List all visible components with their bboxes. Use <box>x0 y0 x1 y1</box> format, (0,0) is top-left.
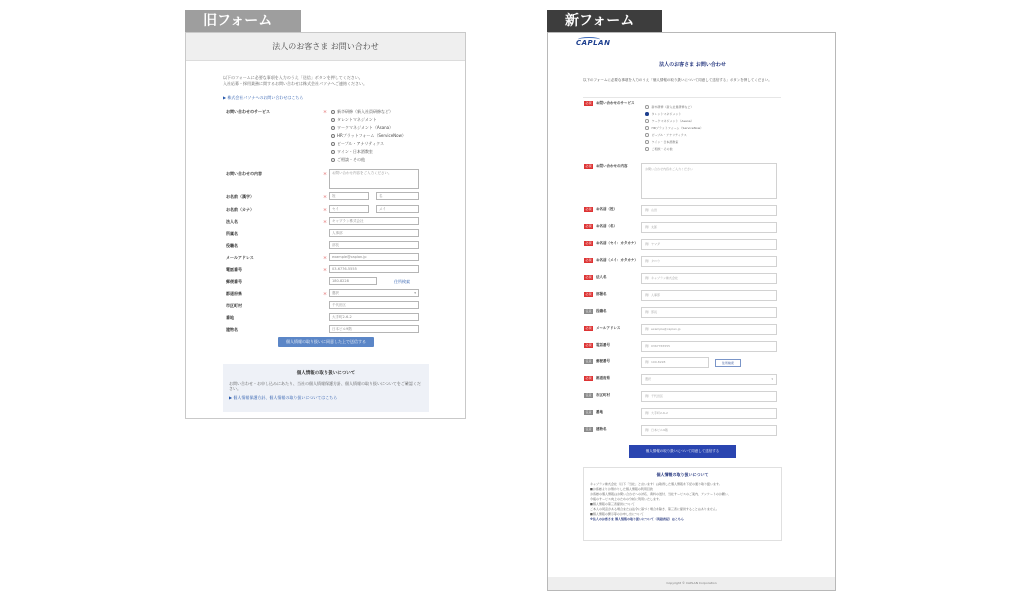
optional-badge: 任意 <box>585 393 592 397</box>
new-field-label: 電話番号 <box>596 343 610 347</box>
caplan-logo[interactable]: CAPLAN <box>576 39 611 47</box>
privacy-line: ■個人情報の開示等のお申し出について <box>590 512 644 516</box>
new-position-input[interactable]: 例）部長 <box>641 307 777 318</box>
old-field-label: お名前（漢字） <box>226 194 254 199</box>
old-first-kana-input[interactable]: メイ <box>376 205 419 213</box>
old-field-label: 役職名 <box>226 243 238 248</box>
new-department-input[interactable]: 例）人事部 <box>641 290 777 301</box>
new-field-label: お名前（名） <box>596 224 617 228</box>
old-service-label: お問い合わせのサービス <box>226 109 270 114</box>
copyright-footer: Copyright © CAPLAN Corporation <box>548 577 835 590</box>
new-privacy-box <box>583 467 782 541</box>
new-first-name-input[interactable]: 例）太郎 <box>641 222 777 233</box>
old-email-input[interactable]: example@caplan.jp <box>329 253 419 261</box>
new-field-label: 番地 <box>596 410 603 414</box>
old-first-name-input[interactable]: 名 <box>376 192 419 200</box>
new-company-input[interactable]: 例）キャプラン株式会社 <box>641 273 777 284</box>
old-privacy-body: お問い合わせ・お申し込みにあたり、当社の個人情報保護方針、個人情報の取り扱いについてをご確認ください。 <box>229 381 421 391</box>
new-field-label: メールアドレス <box>596 326 621 330</box>
new-form-panel <box>547 32 836 591</box>
required-badge: 必須 <box>585 258 592 262</box>
new-form-label: 新フォーム <box>547 10 662 32</box>
old-city-input[interactable]: 千代田区 <box>329 301 419 309</box>
old-position-input[interactable]: 部長 <box>329 241 419 249</box>
old-field-label: 市区町村 <box>226 303 242 308</box>
required-badge: 必須 <box>585 376 592 380</box>
old-company-input[interactable]: キャプラン株式会社 <box>329 217 419 225</box>
new-privacy-link[interactable]: ※法人のお客さま 個人情報の取り扱いについて（英語表記）はこちら <box>590 517 684 521</box>
old-address-input[interactable]: 大手町2-6-2 <box>329 313 419 321</box>
old-field-label: 所属名 <box>226 231 238 236</box>
old-field-label: 法人名 <box>226 219 238 224</box>
old-service-option[interactable]: ご相談・その他 <box>331 157 365 163</box>
required-badge: 必須 <box>585 101 592 105</box>
new-privacy-title: 個人情報の取り扱いについて <box>656 472 709 477</box>
old-form-label: 旧フォーム <box>185 10 301 32</box>
old-intro-line: 入社応募・採用業務に関するお問い合わせは株式会社パソナへご連絡ください。 <box>223 81 367 86</box>
new-field-label: 部署名 <box>596 292 607 296</box>
new-field-label: お名前（セイ：カタカナ） <box>596 241 638 245</box>
new-submit-button[interactable]: 個人情報の取り扱いについて同意して送信する <box>629 445 736 458</box>
required-mark: ＊ <box>323 219 327 224</box>
new-first-kana-input[interactable]: 例）タロウ <box>641 256 777 267</box>
optional-badge: 任意 <box>585 427 592 431</box>
old-field-label: 都道府県 <box>226 291 242 296</box>
new-service-option[interactable]: ご相談・その他 <box>645 147 673 151</box>
old-form-title: 法人のお客さま お問い合わせ <box>186 33 465 61</box>
old-privacy-title: 個人情報の取り扱いについて <box>296 371 356 376</box>
required-badge: 必須 <box>585 292 592 296</box>
old-privacy-link[interactable]: ▶ 個人情報保護方針、個人情報の取り扱いについてはこちら <box>229 395 338 400</box>
required-mark: ＊ <box>323 109 327 114</box>
old-department-input[interactable]: 人事部 <box>329 229 419 237</box>
new-service-option[interactable]: タレントマネジメント <box>645 112 681 116</box>
old-privacy-box <box>223 364 429 412</box>
new-service-option[interactable]: ワークマネジメント（Asana） <box>645 119 694 123</box>
divider <box>583 97 781 98</box>
privacy-line: 今後のサービス向上のための分析に利用いたします。 <box>590 497 662 501</box>
new-service-option[interactable]: ピープル・アナリティクス <box>645 133 687 137</box>
new-field-label: お名前（メイ：カタカナ） <box>596 258 638 262</box>
old-field-label: 郵便番号 <box>226 279 242 284</box>
required-badge: 必須 <box>585 275 592 279</box>
required-mark: ＊ <box>323 291 327 296</box>
old-service-option[interactable]: 新卒研修（新入社員研修など） <box>331 109 393 115</box>
old-zip-input[interactable]: 180-8228 <box>329 277 377 285</box>
old-last-name-input[interactable]: 姓 <box>329 192 369 200</box>
new-field-label: 建物名 <box>596 427 607 431</box>
required-badge: 必須 <box>585 343 592 347</box>
required-badge: 必須 <box>585 207 592 211</box>
old-submit-button[interactable]: 個人情報の取り扱いに同意した上で送信する <box>278 337 374 347</box>
new-address-input[interactable]: 例）大手町2-6-2 <box>641 408 777 419</box>
new-service-option[interactable]: HRプラットフォーム（ServiceNow） <box>645 126 703 130</box>
old-partner-link[interactable]: ▶ 株式会社パソナへのお問い合わせはこちら <box>223 95 304 100</box>
privacy-line: ■個人情報の第三者提供について <box>590 502 635 506</box>
optional-badge: 任意 <box>585 309 592 313</box>
old-building-input[interactable]: 日本ビル9階 <box>329 325 419 333</box>
old-field-label: 番地 <box>226 315 234 320</box>
required-mark: ＊ <box>323 194 327 199</box>
new-last-name-input[interactable]: 例）山田 <box>641 205 777 216</box>
required-badge: 必須 <box>585 224 592 228</box>
new-field-label: 法人名 <box>596 275 607 279</box>
chevron-down-icon: ▾ <box>771 377 773 381</box>
optional-badge: 任意 <box>585 359 592 363</box>
old-field-label: 建物名 <box>226 327 238 332</box>
required-badge: 必須 <box>585 326 592 330</box>
old-content-textarea[interactable]: お問い合わせ内容をご入力ください。 <box>329 169 419 189</box>
new-field-label: 役職名 <box>596 309 607 313</box>
old-prefecture-select[interactable]: 選択 ▾ <box>329 289 419 297</box>
old-last-kana-input[interactable]: セイ <box>329 205 369 213</box>
new-field-label: 市区町村 <box>596 393 610 397</box>
old-phone-input[interactable]: 03-6776-5555 <box>329 265 419 273</box>
new-field-label: 郵便番号 <box>596 359 610 363</box>
old-service-option[interactable]: ワイン・日本酒教室 <box>331 149 373 155</box>
new-service-option[interactable]: 新卒研修（新入社員研修など） <box>645 105 694 109</box>
new-field-label: お名前（姓） <box>596 207 617 211</box>
old-service-option[interactable]: ピープル・アナリティクス <box>331 141 384 147</box>
old-service-option[interactable]: ワークマネジメント（Asana） <box>331 125 393 131</box>
new-phone-input[interactable]: 例）0367765555 <box>641 341 777 352</box>
new-prefecture-select[interactable]: 選択 ▾ <box>641 374 777 385</box>
old-content-label: お問い合わせの内容 <box>226 171 262 176</box>
required-badge: 必須 <box>585 241 592 245</box>
old-field-label: メールアドレス <box>226 255 254 260</box>
optional-badge: 任意 <box>585 410 592 414</box>
privacy-line: ■お客様よりお預かりした個人情報の利用目的 <box>590 487 653 491</box>
old-service-option[interactable]: タレントマネジメント <box>331 117 377 123</box>
zip-search-button[interactable]: 住所検索 <box>715 359 741 367</box>
old-intro-line: 以下のフォームに必要な事項を入力のうえ「送信」ボタンを押してください。 <box>223 75 363 80</box>
chevron-down-icon: ▾ <box>414 291 416 295</box>
new-building-input[interactable]: 例）日本ビル9階 <box>641 425 777 436</box>
new-service-label: お問い合わせのサービス <box>596 101 635 105</box>
new-content-label: お問い合わせの内容 <box>596 164 628 168</box>
old-field-label: 電話番号 <box>226 267 242 272</box>
old-zip-search-link[interactable]: 住所検索 <box>394 279 410 284</box>
privacy-line: キャプラン株式会社（以下「当社」と言います）は取得した個人情報を下記の通り取り扱います。 <box>590 482 722 486</box>
required-mark: ＊ <box>323 207 327 212</box>
privacy-line: お客様の個人情報はお問い合わせへの対応、資料の送付、当社サービスのご案内、アンケートのお願い、 <box>590 492 731 496</box>
new-intro: 以下のフォームに必要な事項を入力のうえ「個人情報の取り扱いについて同意して送信する」ボタンを押してください。 <box>583 78 772 82</box>
new-service-option[interactable]: ワイン・日本酒教室 <box>645 140 678 144</box>
old-field-label: お名前（カナ） <box>226 207 254 212</box>
required-mark: ＊ <box>323 171 327 176</box>
old-service-option[interactable]: HRプラットフォーム（ServiceNow） <box>331 133 406 139</box>
new-form-title: 法人のお客さま お問い合わせ <box>659 62 726 68</box>
new-email-input[interactable]: 例）example@caplan.jp <box>641 324 777 335</box>
privacy-line: ご本人の同意がある場合または法令に基づく場合を除き、第三者に提供することはありません。 <box>590 507 720 511</box>
new-city-input[interactable]: 例）千代田区 <box>641 391 777 402</box>
new-field-label: 都道府県 <box>596 376 610 380</box>
old-form-panel <box>185 32 466 419</box>
required-mark: ＊ <box>323 255 327 260</box>
required-mark: ＊ <box>323 267 327 272</box>
required-badge: 必須 <box>585 164 592 168</box>
new-zip-input[interactable]: 例）100-8228 <box>641 357 709 368</box>
new-content-textarea[interactable]: お問い合わせ内容をご入力ください <box>641 163 777 199</box>
new-last-kana-input[interactable]: 例）ヤマダ <box>641 239 777 250</box>
